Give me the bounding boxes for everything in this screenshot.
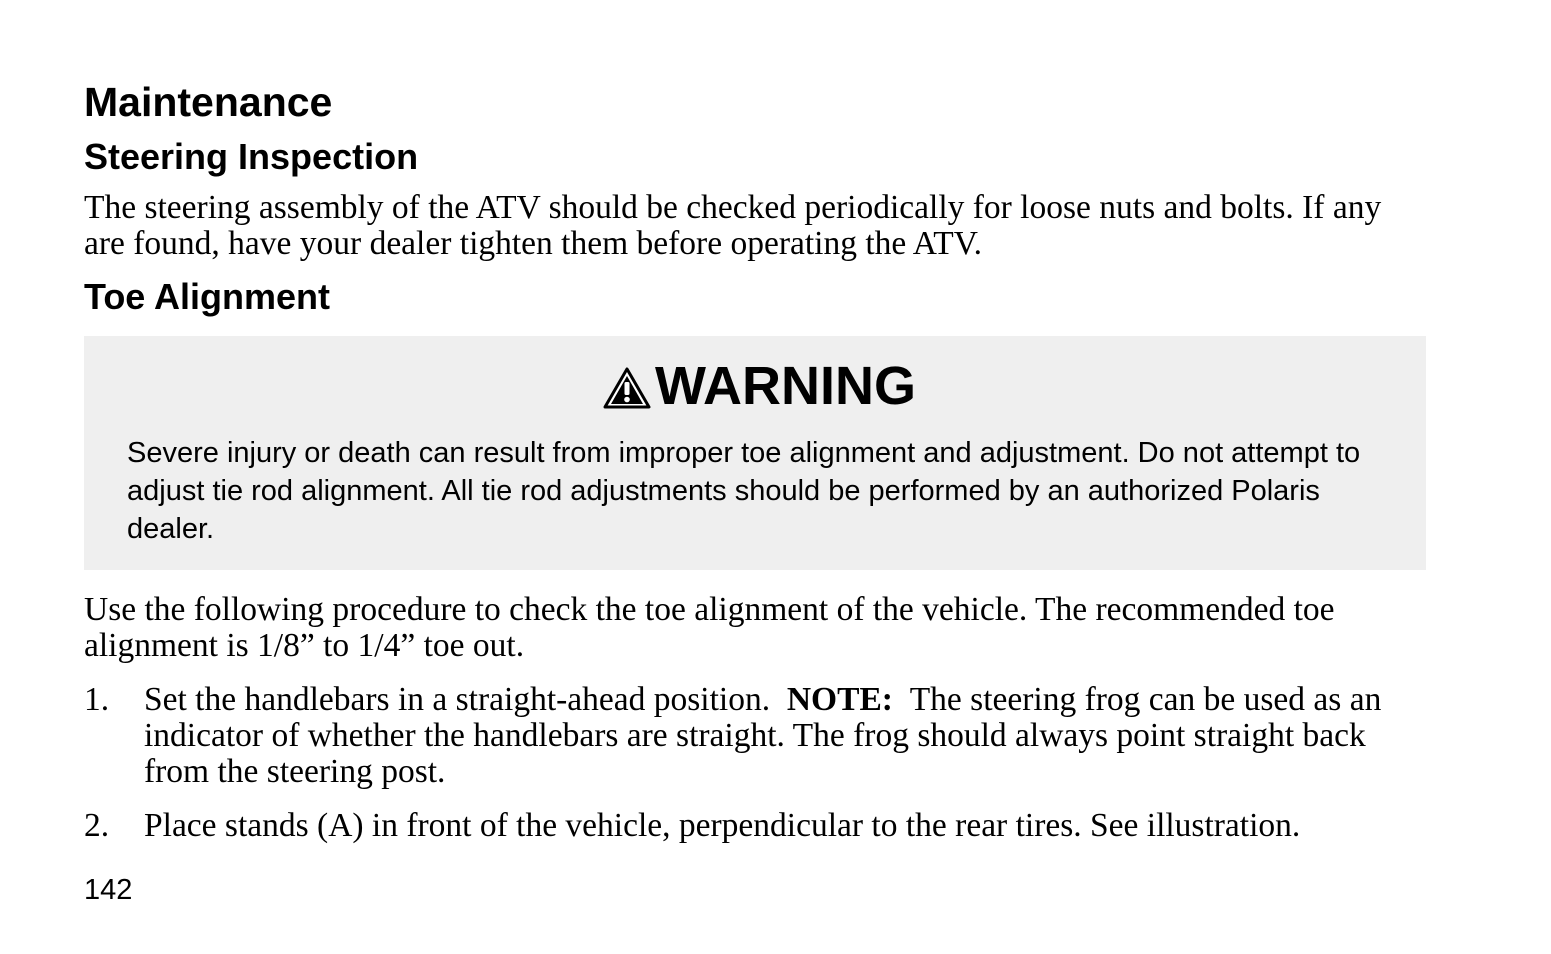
steering-inspection-heading: Steering Inspection — [84, 136, 419, 177]
step-number: 1. — [84, 681, 110, 718]
procedure-steps — [84, 682, 1426, 844]
procedure-intro-text: Use the following procedure to check the toe alignment of the vehicle. The recommended toe alignment is 1/8” to 1/4” toe out. — [84, 591, 1335, 664]
warning-triangle-icon — [603, 367, 651, 409]
list-item — [84, 808, 1426, 844]
step-text — [144, 682, 1426, 790]
manual-page — [84, 78, 1426, 862]
steering-inspection-text: The steering assembly of the ATV should be checked periodically for loose nuts and bolts. If any are found, have your dealer tighten them before operating the ATV. — [84, 189, 1382, 262]
note-label: NOTE: — [786, 681, 893, 718]
step-number: 2. — [84, 807, 110, 844]
step-text: Place stands (A) in front of the vehicle, perpendicular to the rear tires. See illustration. — [144, 807, 1301, 844]
note-text: The steering frog can be used as an indicator of whether the handlebars are straight. The frog should always point straight back from the steering post. — [144, 681, 1382, 790]
step-instruction: Set the handlebars in a straight-ahead position. — [144, 681, 771, 718]
section-title: Maintenance — [84, 79, 333, 125]
warning-box — [84, 336, 1426, 570]
warning-label: WARNING — [655, 356, 916, 416]
warning-header — [127, 356, 1392, 416]
list-item — [84, 682, 1426, 790]
warning-text: Severe injury or death can result from improper toe alignment and adjustment. Do not attempt to adjust tie rod alignment. All tie rod adjustments should be performed by an authorized Polaris dealer. — [127, 437, 1361, 545]
page-number: 142 — [84, 874, 133, 906]
toe-alignment-heading: Toe Alignment — [84, 276, 330, 317]
